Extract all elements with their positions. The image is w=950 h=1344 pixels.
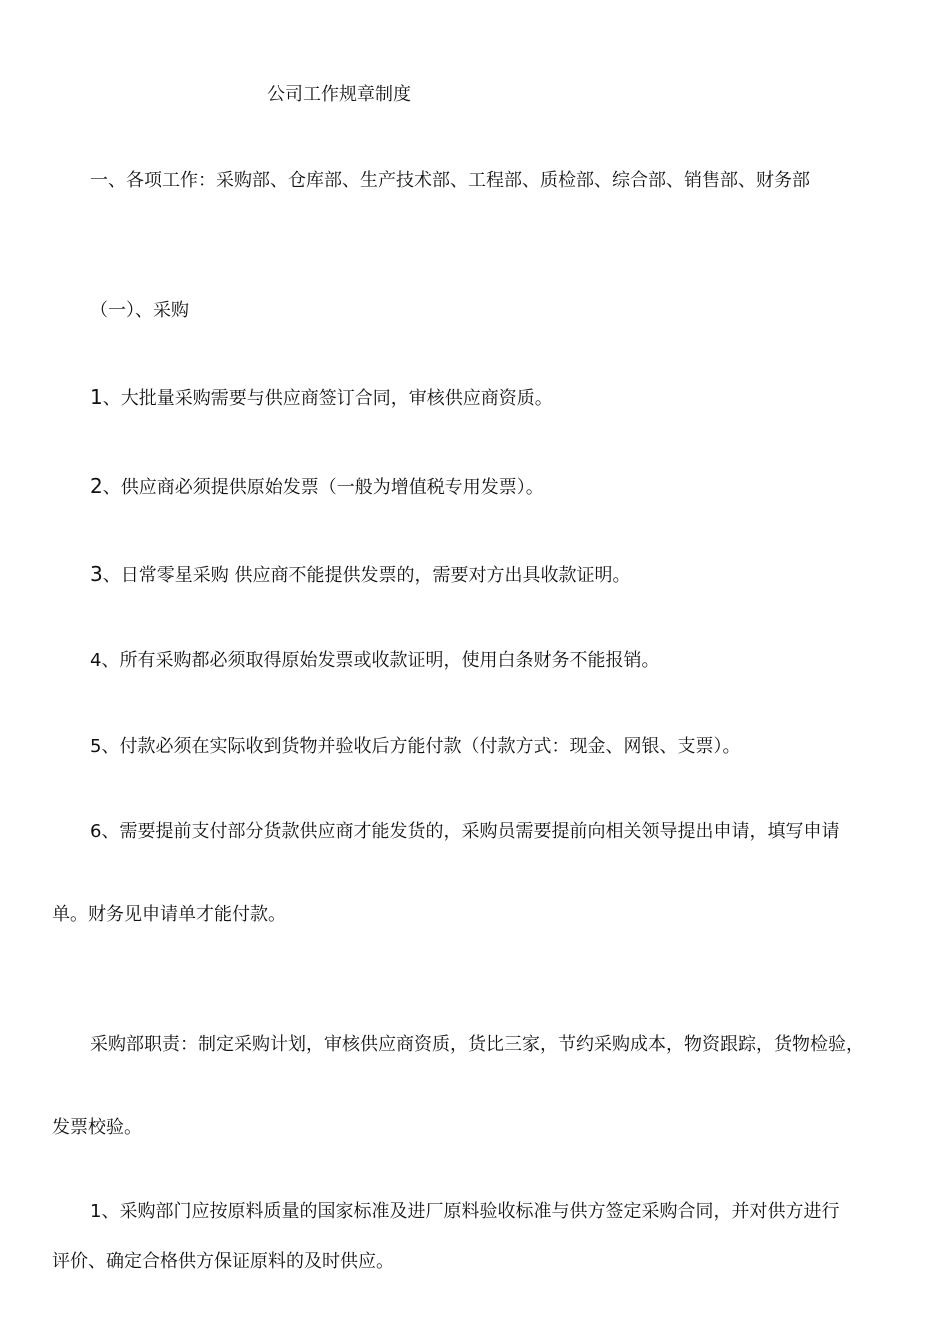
list-item bbox=[90, 738, 740, 756]
item-text: 、所有采购都必须取得原始发票或收款证明，使用白条财务不能报销。 bbox=[101, 650, 660, 671]
item-number: 1 bbox=[90, 385, 103, 409]
item-number: 2 bbox=[90, 474, 103, 498]
list-item bbox=[90, 476, 544, 497]
item-text: 、大批量采购需要与供应商签订合同，审核供应商资质。 bbox=[102, 388, 553, 409]
list-item bbox=[90, 652, 659, 670]
list-item-continuation: 单。财务见申请单才能付款。 bbox=[52, 904, 286, 925]
sub-heading: （一）、采购 bbox=[90, 300, 189, 321]
section-heading: 一、各项工作：采购部、仓库部、生产技术部、工程部、质检部、综合部、销售部、财务部 bbox=[90, 170, 810, 191]
item-text: 、供应商必须提供原始发票（一般为增值税专用发票）。 bbox=[102, 477, 544, 498]
item-text: 、日常零星采购 供应商不能提供发票的，需要对方出具收款证明。 bbox=[102, 565, 631, 586]
list-item bbox=[90, 823, 839, 841]
duty-paragraph-continuation: 发票校验。 bbox=[52, 1117, 142, 1138]
duty-paragraph: 采购部职责：制定采购计划，审核供应商资质，货比三家，节约采购成本，物资跟踪，货物检验， bbox=[90, 1034, 864, 1055]
item-number: 4 bbox=[90, 650, 102, 671]
list-item bbox=[90, 387, 553, 408]
item-number: 5 bbox=[90, 736, 102, 757]
page-title: 公司工作规章制度 bbox=[267, 84, 411, 105]
duty-item: 1、采购部门应按原料质量的国家标准及进厂原料验收标准与供方签定采购合同，并对供方进行 bbox=[90, 1201, 840, 1222]
item-number: 3 bbox=[90, 562, 103, 586]
item-number: 6 bbox=[90, 821, 102, 842]
duty-item-continuation: 评价、确定合格供方保证原料的及时供应。 bbox=[52, 1251, 394, 1272]
item-text: 、需要提前支付部分货款供应商才能发货的，采购员需要提前向相关领导提出申请，填写申请 bbox=[101, 821, 840, 842]
list-item bbox=[90, 564, 630, 585]
item-text: 、付款必须在实际收到货物并验收后方能付款（付款方式：现金、网银、支票）。 bbox=[101, 736, 741, 757]
